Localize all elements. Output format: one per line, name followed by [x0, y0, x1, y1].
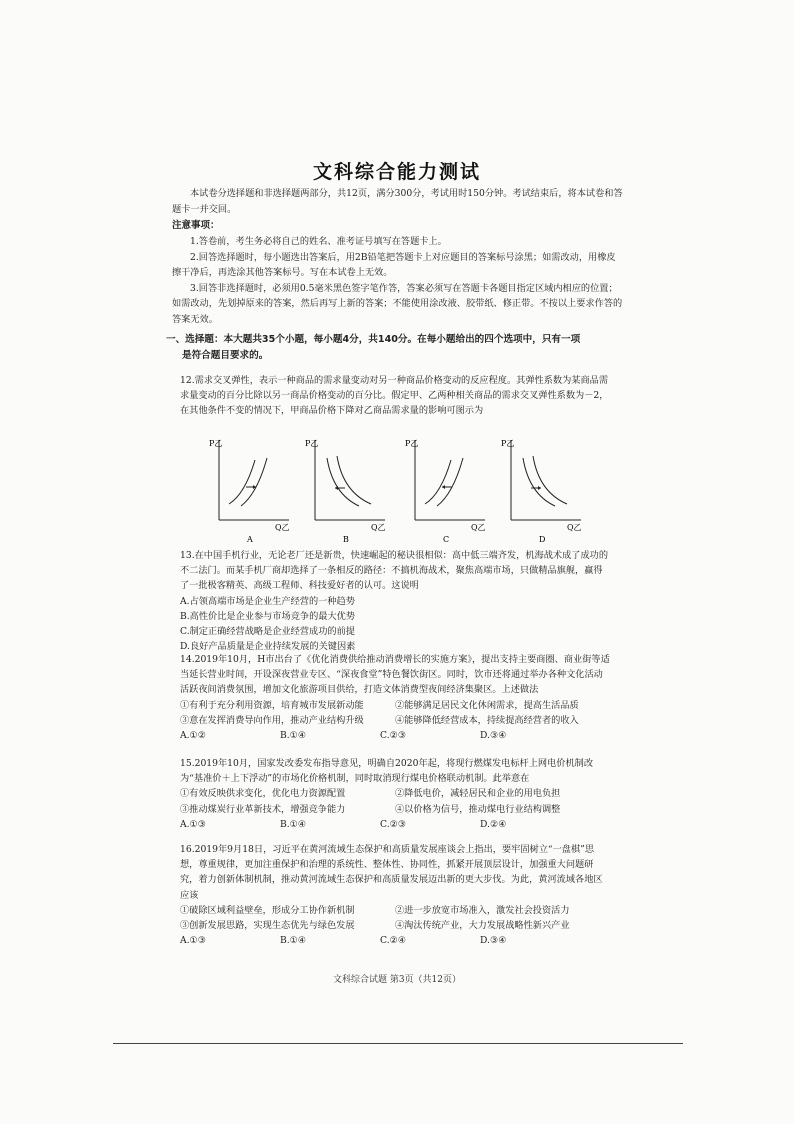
graph-c	[401, 432, 491, 544]
q12-graphs	[205, 432, 585, 544]
choice-a: A.①②	[180, 730, 207, 742]
notice-label: 注意事项：	[172, 220, 220, 231]
statement-item: ①有利于充分利用资源，培育城市发展新动能	[180, 699, 364, 711]
statement-item: ①有效反映供求变化，优化电力资源配置	[180, 788, 346, 800]
choice-list	[180, 728, 610, 743]
choice-b: B.①④	[280, 935, 307, 947]
question-14	[180, 652, 610, 743]
page-title: 文科综合能力测试	[312, 161, 481, 183]
choice-c: C.②③	[380, 730, 407, 742]
exam-intro: 本试卷分选择题和非选择题两部分，共12页，满分300分，考试用时150分钟。考试结束后，将本试卷和答题卡一并交回。	[172, 188, 623, 215]
choice-d: D.②④	[480, 818, 507, 830]
graph-b-label: B	[343, 535, 349, 544]
bottom-rule	[113, 1043, 683, 1044]
statement-list	[180, 786, 610, 816]
question-16	[180, 842, 610, 948]
question-stem: 15.2019年10月，国家发改委发布指导意见，明确自2020年起，将现行燃煤发电标杆上网电价机制改为“基准价＋上下浮动”的市场化价格机制，同时取消现行煤电价格联动机制。此举意在	[180, 758, 594, 785]
notice-list	[172, 234, 624, 327]
graph-b-q-label: Q乙	[371, 523, 386, 532]
question-15	[180, 756, 610, 832]
statement-item: ③推动煤炭行业革新技术，增强竞争能力	[180, 803, 346, 815]
choice-c: C.②③	[380, 818, 407, 830]
notice-item: 2.回答选择题时，每小题选出答案后，用2B铅笔把答题卡上对应题目的答案标号涂黑；如需改动，用橡皮擦干净后，再选涂其他答案标号。写在本试卷上无效。	[172, 251, 616, 278]
section-line-2: 是符合题目要求的。	[182, 349, 269, 361]
graph-a-label: A	[247, 535, 253, 544]
choice-list	[180, 933, 610, 948]
graph-b-p-label: P乙	[305, 439, 319, 448]
statement-item: ③意在发挥消费导向作用，推动产业结构升级	[180, 714, 364, 726]
graph-a	[205, 432, 295, 544]
option-d: D.良好产品质量是企业持续发展的关键因素	[180, 641, 356, 653]
graph-d-p-label: P乙	[501, 439, 515, 448]
statement-item: ②能够满足居民文化休闲需求，提高生活品质	[395, 699, 579, 711]
page-footer: 文科综合试题 第3页（共12页）	[332, 975, 462, 985]
option-a: A.占领高端市场是企业生产经营的一种趋势	[180, 595, 355, 607]
question-stem: 14.2019年10月，H市出台了《优化消费供给推动消费增长的实施方案》，提出支持主要商圈、商业街等适当延长营业时间，开设深夜营业专区、“深夜食堂”特色餐饮街区。同时，饮市还将通过举办各种文化活动活跃夜间消费氛围，增加文化旅游项目供给，打造文体消费型夜间经济集聚区。上述做法	[180, 654, 610, 696]
statement-list	[180, 698, 610, 728]
choice-a: A.①③	[180, 818, 207, 830]
notice-item: 1.答卷前，考生务必将自己的姓名、准考证号填写在答题卡上。	[190, 236, 447, 247]
statement-item: ①破除区域利益壁垒，形成分工协作新机制	[180, 904, 355, 916]
question-stem: 16.2019年9月18日，习近平在黄河流域生态保护和高质量发展座谈会上指出，要牢固树立“一盘棋”思想，尊重规律，更加注重保护和治理的系统性、整体性、协同性，抓紧开展顶层设计，加强重大问题研究，着力创新体制机制，推动黄河流域生态保护和高质量发展迈出新的更大步伐。为此，黄河流域各地区应该	[180, 844, 603, 901]
question-stem: 13.在中国手机行业，无论老厂还是新贵，快速崛起的秘诀很相似：高中低三端齐发，机海战术成了成功的不二法门。而某手机厂商却选择了一条相反的路径：不搞机海战术，聚焦高端市场，只做精品旗舰，赢得了一批极客精英、高级工程师、科技爱好者的认可。这说明	[180, 550, 609, 592]
graph-c-label: C	[443, 535, 450, 544]
section-line-1: 一、选择题：本大题共35个小题，每小题4分，共140分。在每小题给出的四个选项中，只有一项	[166, 334, 581, 345]
graph-a-q-label: Q乙	[275, 523, 290, 532]
option-b: B.高性价比是企业参与市场竞争的最大优势	[180, 610, 356, 622]
question-12	[180, 373, 610, 419]
question-13	[180, 548, 610, 654]
statement-item: ④以价格为信号，推动煤电行业结构调整	[395, 803, 561, 815]
statement-item: ④能够降低经营成本，持续提高经营者的收入	[395, 714, 579, 726]
choice-b: B.①④	[280, 818, 307, 830]
statement-list	[180, 903, 610, 933]
graph-c-q-label: Q乙	[471, 523, 486, 532]
choice-list	[180, 817, 610, 832]
section-heading	[166, 332, 628, 363]
statement-item: ③创新发展思路，实现生态优先与绿色发展	[180, 920, 355, 932]
choice-d: D.③④	[480, 730, 507, 742]
choice-b: B.①④	[280, 730, 307, 742]
choice-c: C.②④	[380, 935, 407, 947]
graph-c-p-label: P乙	[405, 439, 419, 448]
statement-item: ④淘汰传统产业，大力发展战略性新兴产业	[395, 920, 570, 932]
choice-a: A.①③	[180, 935, 207, 947]
notice-item: 3.回答非选择题时，必须用0.5毫米黑色签字笔作答，答案必须写在答题卡各题目指定区域内相应的位置；如需改动，先划掉原来的答案，然后再写上新的答案；不能使用涂改液、胶带纸、修正带。不按以上要求作答的答案无效。	[172, 282, 623, 325]
graph-b	[301, 432, 391, 544]
graph-d-q-label: Q乙	[567, 523, 582, 532]
graph-a-p-label: P乙	[209, 439, 223, 448]
question-stem: 12.需求交叉弹性，表示一种商品的需求量变动对另一种商品价格变动的反应程度。其弹性系数为某商品需求量变动的百分比除以另一商品价格变动的百分比。假定甲、乙两种相关商品的需求交叉弹性系数为－2，在其他条件不变的情况下，甲商品价格下降对乙商品需求量的影响可图示为	[180, 375, 609, 417]
option-c: C.制定正确经营战略是企业经营成功的前提	[180, 626, 355, 638]
graph-d	[497, 432, 587, 544]
choice-d: D.③④	[480, 935, 507, 947]
statement-item: ②进一步放宽市场准入，激发社会投资活力	[395, 904, 570, 916]
graph-d-label: D	[539, 535, 546, 544]
statement-item: ②降低电价，减轻居民和企业的用电负担	[395, 788, 561, 800]
